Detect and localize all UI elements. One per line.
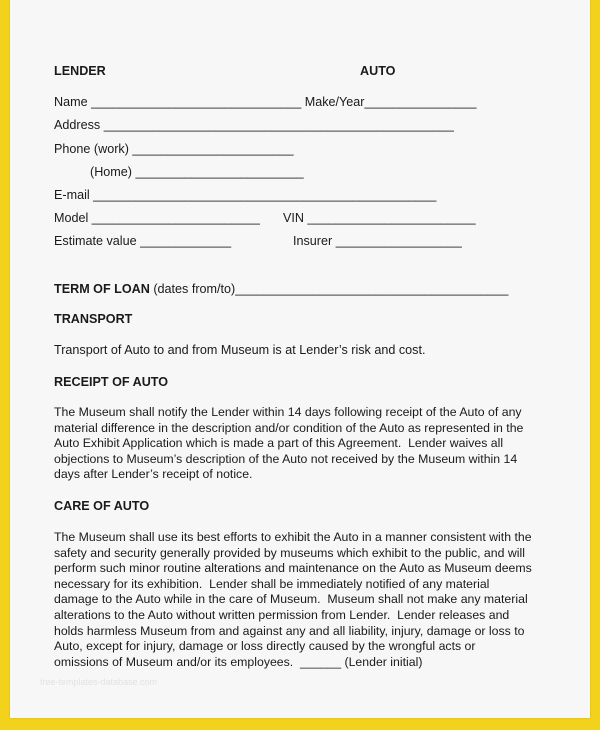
phone-work-field[interactable]: Phone (work) _______________________ (54, 142, 294, 156)
care-line: Auto, except for injury, damage or loss directly caused by the wrongful acts or (54, 639, 476, 654)
name-make-year-field[interactable]: Name ______________________________ Make/Year________________ (54, 95, 477, 109)
receipt-line: The Museum shall notify the Lender within 14 days following receipt of the Auto of any (54, 405, 522, 419)
receipt-heading: RECEIPT OF AUTO (54, 375, 169, 389)
care-paragraph (54, 530, 564, 670)
estimate-value-field[interactable]: Estimate value _____________ (54, 234, 232, 248)
term-of-loan-field[interactable] (54, 282, 508, 298)
transport-text: Transport of Auto to and from Museum is at Lender’s risk and cost. (54, 343, 426, 357)
care-line: omissions of Museum and/or its employees. ______ (Lender initial) (54, 654, 423, 669)
care-line: damage to the Auto while in the care of Museum. Museum shall not make any material (54, 592, 528, 607)
receipt-line: Auto Exhibit Application which is made a part of this Agreement. Lender waives all (54, 436, 504, 451)
receipt-paragraph (54, 405, 564, 483)
model-field[interactable]: Model ________________________ (54, 211, 260, 225)
care-line: perform such minor routine alterations and maintenance on the Auto as Museum deems (54, 561, 532, 576)
vin-field[interactable]: VIN ________________________ (283, 211, 476, 225)
insurer-field[interactable]: Insurer __________________ (293, 234, 462, 248)
care-line: safety and security generally provided by museums which exhibit to the public, and will (54, 545, 525, 560)
email-field[interactable]: E-mail _________________________________________________ (54, 188, 437, 202)
care-line: The Museum shall use its best efforts to exhibit the Auto in a manner consistent with the (54, 530, 532, 544)
watermark: free-templates-database.com (40, 677, 158, 687)
care-line: holds harmless Museum from and against any and all liability, injury, damage or loss to (54, 623, 525, 638)
address-field[interactable]: Address __________________________________________________ (54, 118, 454, 132)
term-of-loan-label: TERM OF LOAN (54, 282, 150, 296)
phone-home-field[interactable]: (Home) ________________________ (90, 165, 304, 179)
care-line: alterations to the Auto without written permission from Lender. Lender releases and (54, 607, 510, 622)
lender-heading: LENDER (54, 64, 106, 78)
receipt-line: objections to Museum’s description of the Auto not received by the Museum within 14 (54, 451, 518, 466)
receipt-line: material difference in the description and/or condition of the Auto as represented in the (54, 420, 524, 435)
transport-heading: TRANSPORT (54, 312, 133, 326)
care-line: necessary for its exhibition. Lender shall be immediately notified of any material (54, 576, 490, 591)
document-page (10, 0, 590, 718)
auto-heading: AUTO (360, 64, 396, 78)
term-of-loan-dates: (dates from/to)_______________________________________ (149, 282, 509, 296)
care-heading: CARE OF AUTO (54, 499, 150, 513)
receipt-line: days after Lender’s receipt of notice. (54, 467, 253, 482)
